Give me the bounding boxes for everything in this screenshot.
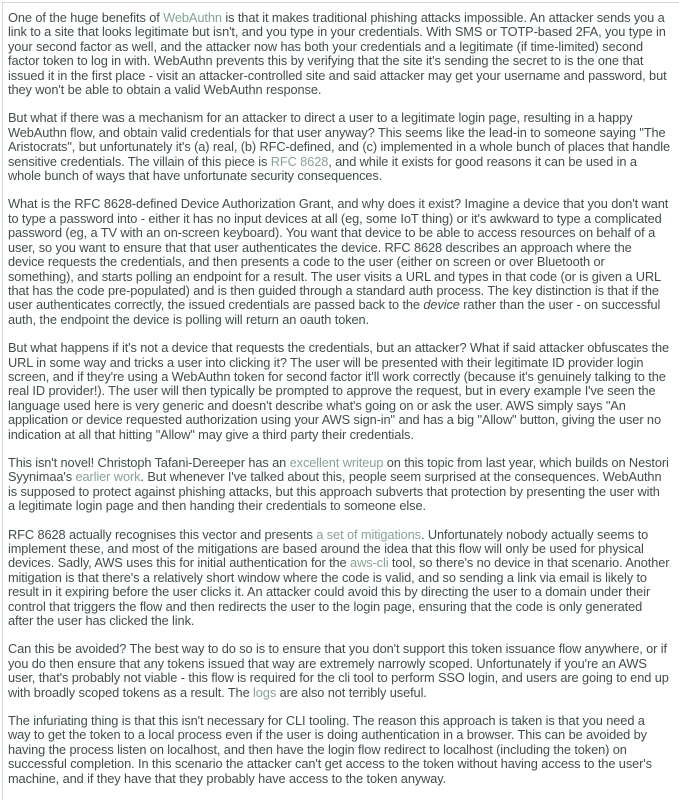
body-text: But what happens if it's not a device that requests the credentials, but an attacker? What if said attacker obfuscates the URL in some way and tricks a user into clicking it? The user will be presented with their legitimate ID provider login screen, and if they're using a WebAuthn token for second factor it'll work correctly (because it's genuinely talking to the real ID provider!). The user will then typically be prompted to approve the request, but in every example I've seen the language used here is very generic and doesn't describe what's going on or ask the user. AWS simply says "An application or device requested authorization using your AWS sign-in" and has a big "Allow" button, giving the user no indication at all that hitting "Allow" may give a third party their credentials. bbox=[8, 340, 670, 442]
paragraph bbox=[8, 111, 670, 183]
webauthn-link[interactable]: WebAuthn bbox=[163, 10, 222, 25]
body-text: RFC 8628 actually recognises this vector and presents bbox=[8, 526, 317, 542]
body-text: . But whenever I've talked about this, people seem surprised at the consequences. WebAuthn is supposed to protect against phishing attacks, but this approach subverts that protection by presenting the user with a legitimate login page and then handing their credentials to someone else. bbox=[8, 469, 662, 514]
body-text: , and while it exists for good reasons it can be used in a whole bunch of ways that have unfortunate security consequences. bbox=[8, 153, 637, 184]
body-text: rather than the user - on successful auth, the endpoint the device is polling will return an oauth token. bbox=[8, 297, 661, 327]
blog-entry-body bbox=[2, 2, 679, 800]
body-text: This isn't novel! Christoph Tafani-Dereeper has an bbox=[8, 454, 290, 470]
body-text: on this topic from last year, which builds on Nestori Syynimaa's bbox=[8, 454, 669, 485]
paragraph bbox=[8, 528, 670, 629]
body-text: . Unfortunately nobody actually seems to implement these, and most of the mitigations are based around the idea that this flow will only be used for physical devices. Sadly, AWS uses this for initial authentication for the bbox=[8, 526, 649, 571]
paragraph bbox=[8, 642, 670, 700]
logs-link[interactable]: logs bbox=[253, 684, 277, 700]
body-text: are also not terribly useful. bbox=[276, 684, 427, 700]
paragraph bbox=[8, 714, 670, 786]
paragraph bbox=[8, 11, 670, 97]
body-text: One of the huge benefits of bbox=[8, 10, 164, 25]
body-text: Can this be avoided? The best way to do so is to ensure that you don't support this token issuance flow anywhere, or if you do then ensure that any tokens issued that way are extremely narrowly scoped. Unfortunately if you're an AWS user, that's probably not viable - this flow is required for the cli tool to perform SSO login, and users are going to end up with broadly scoped tokens as a result. The bbox=[8, 641, 669, 700]
paragraph bbox=[8, 341, 670, 442]
earlier-work-link[interactable]: earlier work bbox=[75, 469, 141, 485]
aws-cli-link[interactable]: aws-cli bbox=[350, 555, 389, 571]
body-text: tool, so there's no device in that scenario. Another mitigation is that there's a relatively short window where the code is valid, and so sending a link via email is likely to result in it expiring before the user clicks it. An attacker could avoid this by directing the user to a domain under their control that triggers the flow and then redirects the user to the login page, ensuring that the code is only generated after the user has clicked the link. bbox=[8, 555, 670, 629]
body-text: But what if there was a mechanism for an attacker to direct a user to a legitimate login page, resulting in a happy WebAuthn flow, and obtain valid credentials for that user anyway? This seems like the lead-in to someone saying "The Aristocrats", but unfortunately it's (a) real, (b) RFC-defined, and (c) implemented in a whole bunch of places that handle sensitive credentials. The villain of this piece is bbox=[8, 110, 670, 169]
paragraph bbox=[8, 456, 670, 514]
rfc-8628-link[interactable]: RFC 8628 bbox=[270, 153, 329, 169]
body-text: What is the RFC 8628-defined Device Authorization Grant, and why does it exist? Imagine a device that you don't want to type a password into - either it has no input devices at all (eg, some IoT thing) or it's awkward to type a complicated password (eg, a TV with an on-screen keyboard). You want that device to be able to access resources on behalf of a user, so you want to ensure that that user authenticates the device. RFC 8628 describes an approach where the device requests the credentials, and then presents a code to the user (either on screen or over Bluetooth or something), and starts polling an endpoint for a result. The user visits a URL and types in that code (or is given a URL that has the code pre-populated) and is then guided through a standard auth process. The key distinction is that if the user authenticates correctly, the issued credentials are passed back to the bbox=[8, 196, 669, 313]
body-text: is that it makes traditional phishing attacks impossible. An attacker sends you a link to a site that looks legitimate but isn't, and you type in your credentials. With SMS or TOTP-based 2FA, you type in your second factor as well, and the attacker now has both your credentials and a legitimate (if time-limited) second factor token to log in with. WebAuthn prevents this by verifying that the site it's sending the secret to is the one that issued it in the first place - visit an attacker-controlled site and said attacker may get your username and password, but they won't be able to obtain a valid WebAuthn response. bbox=[8, 10, 667, 98]
mitigations-link[interactable]: a set of mitigations bbox=[316, 526, 421, 542]
emphasized-text: device bbox=[423, 297, 460, 313]
body-text: The infuriating thing is that this isn't necessary for CLI tooling. The reason this approach is taken is that you need a way to get the token to a local process even if the user is doing authentication in a browser. This can be avoided by having the process listen on localhost, and then have the login flow redirect to localhost (including the token) on successful completion. In this scenario the attacker can't get access to the token without having access to the user's machine, and if they have that they probably have access to the token anyway. bbox=[8, 713, 652, 786]
excellent-writeup-link[interactable]: excellent writeup bbox=[289, 454, 384, 470]
paragraph bbox=[8, 197, 670, 327]
